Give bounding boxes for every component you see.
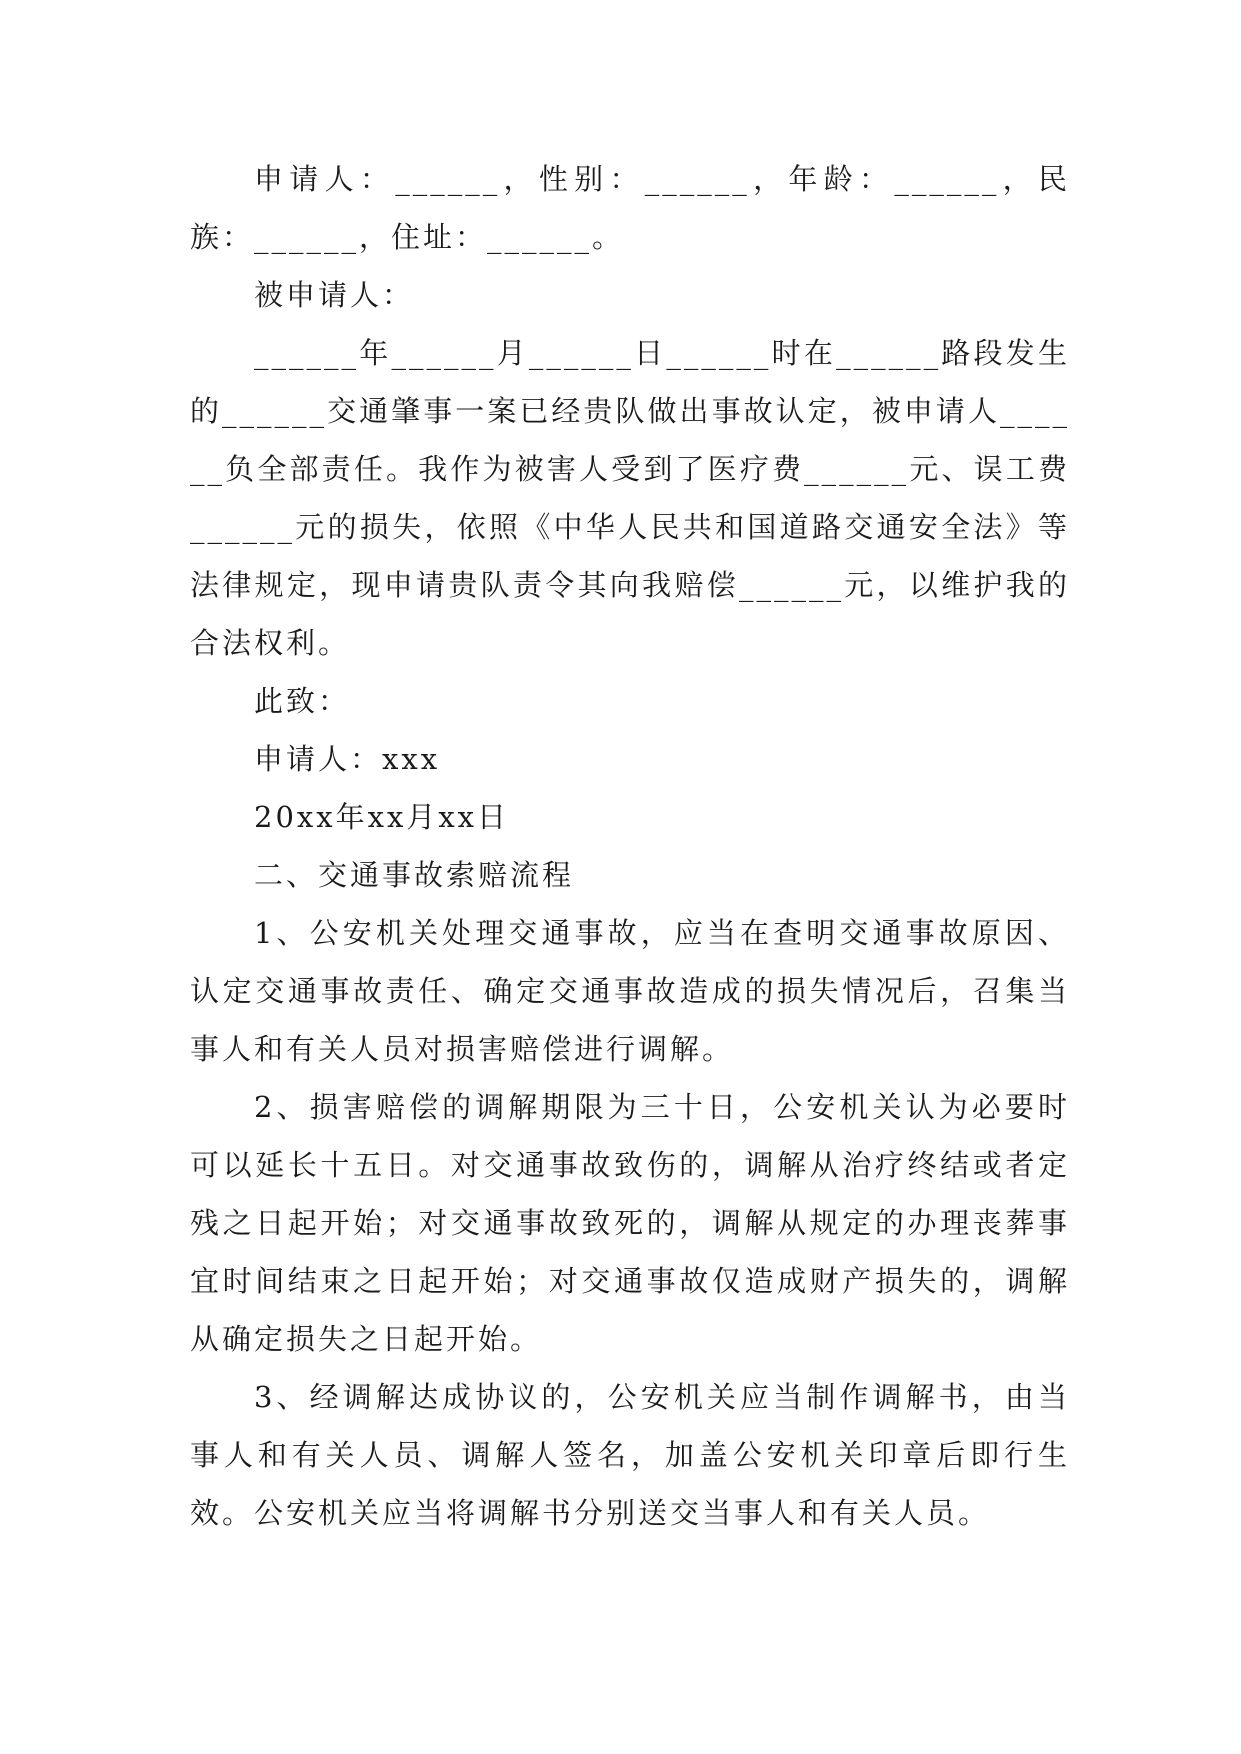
section-title: 二、交通事故索赔流程 — [254, 858, 575, 892]
date-line: 20xx年xx月xx日 — [254, 800, 510, 834]
step-1-paragraph: 1、公安机关处理交通事故，应当在查明交通事故原因、认定交通事故责任、确定交通事故造成的损失情况后，召集当事人和有关人员对损害赔偿进行调解。 — [190, 916, 1070, 1066]
document-page — [190, 150, 1070, 1542]
claim-body-paragraph: ______年______月______日______时在______路段发生的______交通肇事一案已经贵队做出事故认定，被申请人______负全部责任。我作为被害人受到了医疗费______元、误工费______元的损失，依照《中华人民共和国道路交通安全法》等法律规定，现申请贵队责令其向我赔偿______元，以维护我的合法权利。 — [190, 336, 1070, 660]
applicant-info-paragraph: 申请人：______，性别：______，年龄：______，民族：______，住址：______。 — [190, 162, 1070, 254]
step-2-paragraph: 2、损害赔偿的调解期限为三十日，公安机关认为必要时可以延长十五日。对交通事故致伤的，调解从治疗终结或者定残之日起开始；对交通事故致死的，调解从规定的办理丧葬事宜时间结束之日起开始；对交通事故仅造成财产损失的，调解从确定损失之日起开始。 — [190, 1090, 1070, 1356]
signature-line: 申请人：xxx — [254, 742, 441, 776]
respondent-line: 被申请人： — [254, 278, 415, 312]
step-3-paragraph: 3、经调解达成协议的，公安机关应当制作调解书，由当事人和有关人员、调解人签名，加盖公安机关印章后即行生效。公安机关应当将调解书分别送交当事人和有关人员。 — [190, 1380, 1070, 1530]
salutation-line: 此致： — [254, 684, 351, 718]
